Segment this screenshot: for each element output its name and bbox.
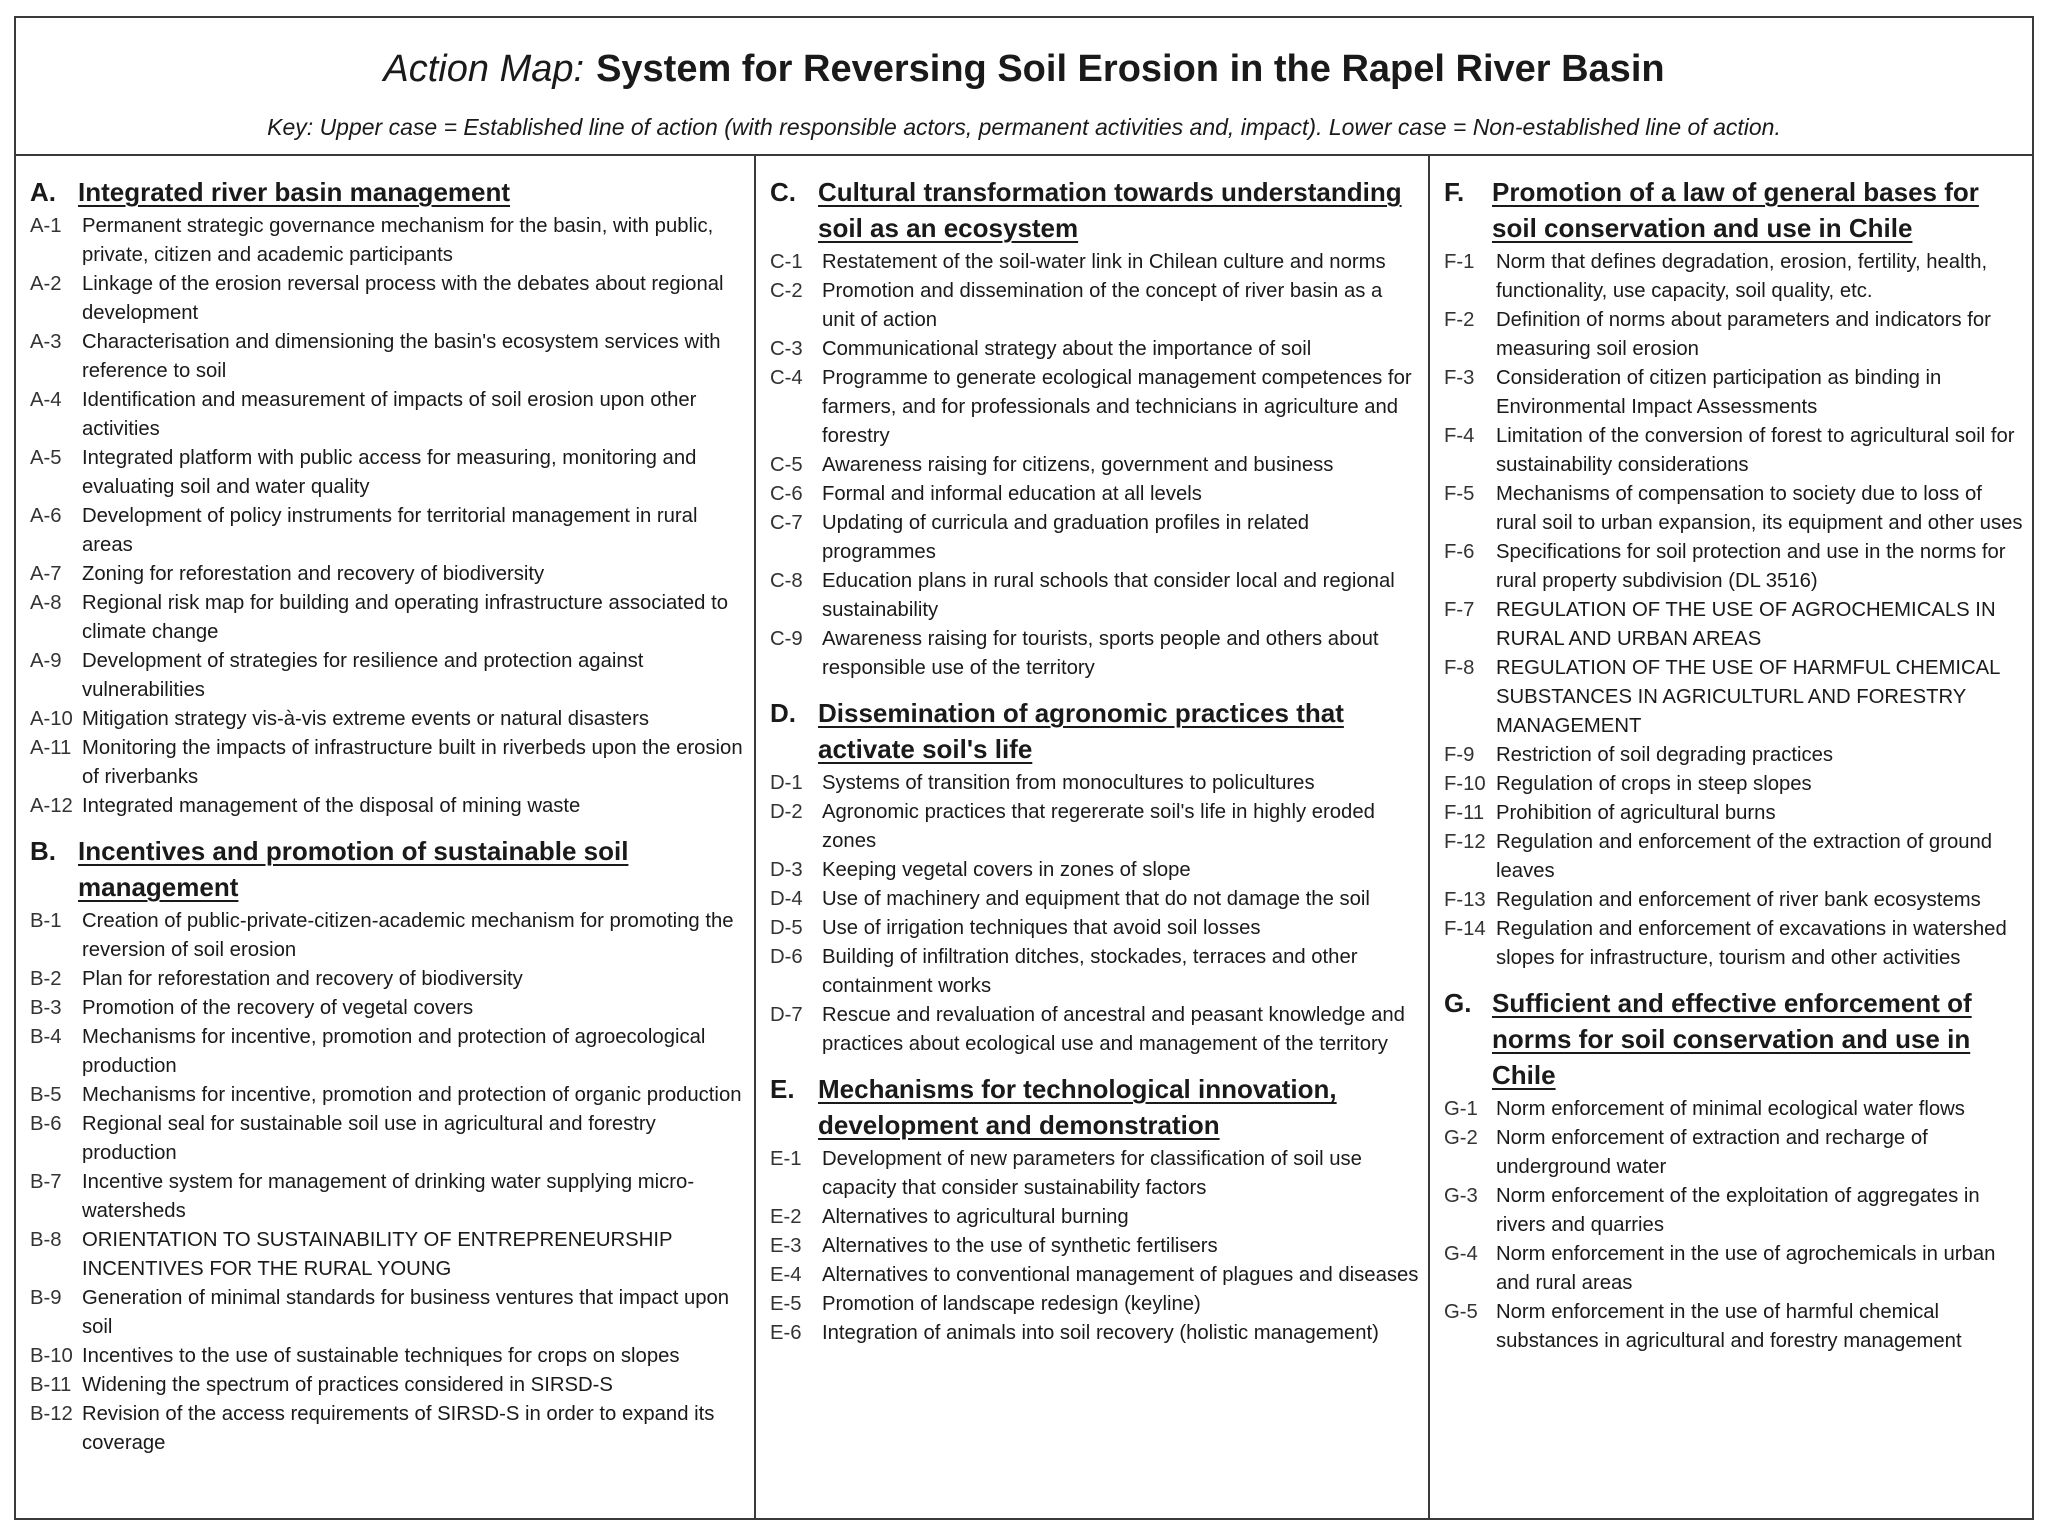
item-text: Revision of the access requirements of SIRSD-S in order to expand its coverage <box>82 1403 715 1454</box>
key-legend: Key: Upper case = Established line of action (with responsible actors, permanent activities and, impact). Lower case = Non-established line of action. <box>267 114 1781 140</box>
item-code: A-6 <box>30 505 62 527</box>
item-code: G-3 <box>1444 1185 1478 1207</box>
list-item <box>1444 248 2028 306</box>
list-item <box>30 647 746 705</box>
item-code: B-4 <box>30 1026 62 1048</box>
item-text: Norm enforcement in the use of agrochemicals in urban and rural areas <box>1496 1243 1996 1294</box>
item-text: Building of infiltration ditches, stockades, terraces and other containment works <box>822 946 1358 997</box>
item-text: Communicational strategy about the importance of soil <box>822 338 1312 360</box>
list-item <box>770 914 1420 943</box>
list-item <box>1444 538 2028 596</box>
list-item <box>770 943 1420 1001</box>
item-text: ORIENTATION TO SUSTAINABILITY OF ENTREPRENEURSHIP INCENTIVES FOR THE RURAL YOUNG <box>82 1229 673 1280</box>
list-item <box>770 1261 1420 1290</box>
list-item <box>30 734 746 792</box>
list-item <box>770 769 1420 798</box>
list-item <box>770 1203 1420 1232</box>
item-code: D-4 <box>770 888 803 910</box>
list-item <box>30 589 746 647</box>
item-code: E-4 <box>770 1264 802 1286</box>
item-text: Limitation of the conversion of forest to agricultural soil for sustainability considerations <box>1496 425 2015 476</box>
item-code: E-5 <box>770 1293 802 1315</box>
list-item <box>770 1232 1420 1261</box>
item-code: B-2 <box>30 968 62 990</box>
section-heading <box>770 174 1420 246</box>
item-text: Regulation and enforcement of river bank ecosystems <box>1496 889 1981 911</box>
item-code: A-10 <box>30 708 73 730</box>
item-code: F-2 <box>1444 309 1475 331</box>
item-text: Development of new parameters for classification of soil use capacity that consider sustainability factors <box>822 1148 1362 1199</box>
item-code: B-5 <box>30 1084 62 1106</box>
item-code: F-5 <box>1444 483 1475 505</box>
item-text: Plan for reforestation and recovery of biodiversity <box>82 968 523 990</box>
section-heading <box>770 1071 1420 1143</box>
title-prefix: Action Map: <box>383 48 585 90</box>
item-text: Awareness raising for citizens, government and business <box>822 454 1334 476</box>
item-text: Regional risk map for building and operating infrastructure associated to climate change <box>82 592 728 643</box>
section-title: Cultural transformation towards understanding soil as an ecosystem <box>818 177 1402 243</box>
item-text: Development of policy instruments for territorial management in rural areas <box>82 505 698 556</box>
item-code: F-4 <box>1444 425 1475 447</box>
item-code: G-4 <box>1444 1243 1478 1265</box>
item-text: Alternatives to agricultural burning <box>822 1206 1129 1228</box>
title-main: System for Reversing Soil Erosion in the Rapel River Basin <box>596 48 1665 90</box>
list-item <box>30 1371 746 1400</box>
item-text: Norm that defines degradation, erosion, fertility, health, functionality, use capacity, soil quality, etc. <box>1496 251 1988 302</box>
item-text: Widening the spectrum of practices considered in SIRSD-S <box>82 1374 613 1396</box>
list-item <box>30 1284 746 1342</box>
list-item <box>30 792 746 821</box>
item-code: D-1 <box>770 772 803 794</box>
column-2 <box>754 156 1428 1520</box>
list-item <box>770 1319 1420 1348</box>
section-a <box>30 174 746 821</box>
list-item <box>30 1342 746 1371</box>
section-title: Sufficient and effective enforcement of norms for soil conservation and use in Chile <box>1492 988 1972 1090</box>
list-item <box>1444 915 2028 973</box>
list-item <box>1444 1124 2028 1182</box>
item-text: Regulation of crops in steep slopes <box>1496 773 1812 795</box>
item-text: Permanent strategic governance mechanism for the basin, with public, private, citizen and academic participants <box>82 215 714 266</box>
list-item <box>770 885 1420 914</box>
item-code: E-1 <box>770 1148 802 1170</box>
section-letter: B. <box>30 836 56 866</box>
list-item <box>770 451 1420 480</box>
list-item <box>1444 596 2028 654</box>
section-heading <box>1444 985 2028 1093</box>
item-code: B-9 <box>30 1287 62 1309</box>
item-code: A-9 <box>30 650 62 672</box>
item-text: Regulation and enforcement of the extraction of ground leaves <box>1496 831 1993 882</box>
item-text: Formal and informal education at all levels <box>822 483 1202 505</box>
item-text: Characterisation and dimensioning the basin's ecosystem services with reference to soil <box>82 331 721 382</box>
section-heading <box>1444 174 2028 246</box>
item-code: G-2 <box>1444 1127 1478 1149</box>
item-code: E-6 <box>770 1322 802 1344</box>
item-text: Promotion of landscape redesign (keyline) <box>822 1293 1201 1315</box>
section-letter: G. <box>1444 988 1472 1018</box>
item-code: C-2 <box>770 280 803 302</box>
section-c <box>770 174 1420 683</box>
section-heading <box>770 695 1420 767</box>
item-text: Regional seal for sustainable soil use in agricultural and forestry production <box>82 1113 656 1164</box>
item-code: C-1 <box>770 251 803 273</box>
list-item <box>770 248 1420 277</box>
list-item <box>30 965 746 994</box>
section-title: Dissemination of agronomic practices that activate soil's life <box>818 698 1344 764</box>
list-item <box>1444 1298 2028 1356</box>
item-text: Incentive system for management of drinking water supplying micro-watersheds <box>82 1171 695 1222</box>
section-g <box>1444 985 2028 1356</box>
list-item <box>770 567 1420 625</box>
item-code: B-1 <box>30 910 62 932</box>
item-code: F-8 <box>1444 657 1475 679</box>
item-text: Keeping vegetal covers in zones of slope <box>822 859 1191 881</box>
item-code: C-8 <box>770 570 803 592</box>
item-text: REGULATION OF THE USE OF AGROCHEMICALS IN RURAL AND URBAN AREAS <box>1496 599 1996 650</box>
item-code: B-3 <box>30 997 62 1019</box>
list-item <box>1444 422 2028 480</box>
item-text: Incentives to the use of sustainable techniques for crops on slopes <box>82 1345 680 1367</box>
item-code: F-7 <box>1444 599 1475 621</box>
item-code: B-12 <box>30 1403 73 1425</box>
action-map-frame <box>14 16 2034 1520</box>
item-code: D-3 <box>770 859 803 881</box>
item-text: Alternatives to the use of synthetic fertilisers <box>822 1235 1218 1257</box>
list-item <box>1444 1240 2028 1298</box>
list-item <box>30 328 746 386</box>
item-code: F-9 <box>1444 744 1475 766</box>
list-item <box>770 509 1420 567</box>
list-item <box>770 625 1420 683</box>
list-item <box>770 1145 1420 1203</box>
item-code: D-6 <box>770 946 803 968</box>
list-item <box>30 444 746 502</box>
list-item <box>1444 770 2028 799</box>
item-text: Specifications for soil protection and use in the norms for rural property subdivision (DL 3516) <box>1496 541 2006 592</box>
item-code: B-6 <box>30 1113 62 1135</box>
list-item <box>30 270 746 328</box>
item-code: F-1 <box>1444 251 1475 273</box>
list-item <box>1444 1182 2028 1240</box>
section-title: Promotion of a law of general bases for soil conservation and use in Chile <box>1492 177 1979 243</box>
section-title: Incentives and promotion of sustainable soil management <box>78 836 629 902</box>
item-text: Mechanisms for incentive, promotion and protection of organic production <box>82 1084 742 1106</box>
item-text: Mitigation strategy vis-à-vis extreme events or natural disasters <box>82 708 649 730</box>
item-text: Creation of public-private-citizen-academic mechanism for promoting the reversion of soil erosion <box>82 910 734 961</box>
item-code: A-12 <box>30 795 73 817</box>
list-item <box>1444 828 2028 886</box>
section-letter: F. <box>1444 177 1465 207</box>
item-text: Norm enforcement of the exploitation of aggregates in rivers and quarries <box>1496 1185 1980 1236</box>
column-1 <box>16 156 754 1520</box>
item-code: B-7 <box>30 1171 62 1193</box>
item-code: F-12 <box>1444 831 1486 853</box>
list-item <box>1444 1095 2028 1124</box>
section-letter: D. <box>770 698 796 728</box>
item-code: B-8 <box>30 1229 62 1251</box>
item-code: F-11 <box>1444 802 1485 824</box>
item-text: Norm enforcement in the use of harmful chemical substances in agricultural and forestry management <box>1496 1301 1962 1352</box>
item-code: C-3 <box>770 338 803 360</box>
item-text: Regulation and enforcement of excavations in watershed slopes for infrastructure, tourism and other activities <box>1496 918 2007 969</box>
item-code: E-3 <box>770 1235 802 1257</box>
item-code: C-4 <box>770 367 803 389</box>
list-item <box>30 1400 746 1458</box>
item-text: Consideration of citizen participation as binding in Environmental Impact Assessments <box>1496 367 1942 418</box>
item-code: G-1 <box>1444 1098 1478 1120</box>
page-title <box>16 46 2032 92</box>
item-code: A-3 <box>30 331 62 353</box>
item-text: Education plans in rural schools that consider local and regional sustainability <box>822 570 1395 621</box>
list-item <box>30 1081 746 1110</box>
item-text: Restriction of soil degrading practices <box>1496 744 1834 766</box>
item-text: Alternatives to conventional management of plagues and diseases <box>822 1264 1419 1286</box>
item-text: Systems of transition from monocultures to policultures <box>822 772 1315 794</box>
item-text: Use of machinery and equipment that do not damage the soil <box>822 888 1370 910</box>
columns <box>16 156 2032 1520</box>
item-code: A-11 <box>30 737 72 759</box>
section-letter: C. <box>770 177 796 207</box>
item-text: Mechanisms for incentive, promotion and protection of agroecological production <box>82 1026 706 1077</box>
list-item <box>30 1110 746 1168</box>
item-text: Promotion of the recovery of vegetal covers <box>82 997 474 1019</box>
item-text: Agronomic practices that regererate soil's life in highly eroded zones <box>822 801 1375 852</box>
item-text: Identification and measurement of impacts of soil erosion upon other activities <box>82 389 697 440</box>
section-heading <box>30 174 746 210</box>
item-text: REGULATION OF THE USE OF HARMFUL CHEMICAL SUBSTANCES IN AGRICULTURL AND FORESTRY MANAGEMENT <box>1496 657 2000 737</box>
list-item <box>30 907 746 965</box>
section-heading <box>30 833 746 905</box>
item-code: D-5 <box>770 917 803 939</box>
list-item <box>30 1023 746 1081</box>
item-code: C-9 <box>770 628 803 650</box>
list-item <box>30 1168 746 1226</box>
item-code: C-6 <box>770 483 803 505</box>
list-item <box>30 386 746 444</box>
item-text: Definition of norms about parameters and indicators for measuring soil erosion <box>1496 309 1991 360</box>
item-code: C-7 <box>770 512 803 534</box>
item-code: F-10 <box>1444 773 1486 795</box>
list-item <box>1444 741 2028 770</box>
list-item <box>1444 799 2028 828</box>
list-item <box>770 335 1420 364</box>
item-text: Generation of minimal standards for business ventures that impact upon soil <box>82 1287 730 1338</box>
item-code: B-10 <box>30 1345 73 1367</box>
list-item <box>30 212 746 270</box>
list-item <box>1444 364 2028 422</box>
item-code: F-6 <box>1444 541 1475 563</box>
item-text: Integration of animals into soil recovery (holistic management) <box>822 1322 1379 1344</box>
item-text: Programme to generate ecological management competences for farmers, and for professionals and technicians in agriculture and forestry <box>822 367 1412 447</box>
item-text: Restatement of the soil-water link in Chilean culture and norms <box>822 251 1386 273</box>
list-item <box>30 705 746 734</box>
item-code: F-13 <box>1444 889 1486 911</box>
item-code: E-2 <box>770 1206 802 1228</box>
item-text: Zoning for reforestation and recovery of biodiversity <box>82 563 545 585</box>
list-item <box>770 798 1420 856</box>
item-text: Linkage of the erosion reversal process with the debates about regional development <box>82 273 724 324</box>
list-item <box>770 364 1420 451</box>
item-text: Use of irrigation techniques that avoid soil losses <box>822 917 1261 939</box>
item-code: C-5 <box>770 454 803 476</box>
item-code: B-11 <box>30 1374 72 1396</box>
item-code: A-8 <box>30 592 62 614</box>
list-item <box>1444 306 2028 364</box>
list-item <box>30 560 746 589</box>
list-item <box>30 502 746 560</box>
column-3 <box>1428 156 2034 1520</box>
item-text: Development of strategies for resilience and protection against vulnerabilities <box>82 650 644 701</box>
list-item <box>770 1001 1420 1059</box>
item-code: D-7 <box>770 1004 803 1026</box>
section-letter: E. <box>770 1074 795 1104</box>
item-code: G-5 <box>1444 1301 1478 1323</box>
section-b <box>30 833 746 1458</box>
section-title: Integrated river basin management <box>78 177 511 207</box>
item-code: A-7 <box>30 563 62 585</box>
item-text: Rescue and revaluation of ancestral and peasant knowledge and practices about ecological use and management of the territory <box>822 1004 1405 1055</box>
item-code: A-4 <box>30 389 62 411</box>
item-code: D-2 <box>770 801 803 823</box>
item-code: F-14 <box>1444 918 1486 940</box>
item-code: A-5 <box>30 447 62 469</box>
item-text: Norm enforcement of minimal ecological water flows <box>1496 1098 1965 1120</box>
list-item <box>1444 654 2028 741</box>
item-text: Promotion and dissemination of the concept of river basin as a unit of action <box>822 280 1383 331</box>
section-d <box>770 695 1420 1059</box>
section-letter: A. <box>30 177 56 207</box>
section-f <box>1444 174 2028 973</box>
item-text: Integrated platform with public access for measuring, monitoring and evaluating soil and water quality <box>82 447 697 498</box>
list-item <box>770 856 1420 885</box>
item-text: Prohibition of agricultural burns <box>1496 802 1776 824</box>
item-text: Mechanisms of compensation to society due to loss of rural soil to urban expansion, its equipment and other uses <box>1496 483 2023 534</box>
item-text: Awareness raising for tourists, sports people and others about responsible use of the territory <box>822 628 1379 679</box>
item-text: Updating of curricula and graduation profiles in related programmes <box>822 512 1310 563</box>
item-text: Monitoring the impacts of infrastructure built in riverbeds upon the erosion of riverbanks <box>82 737 743 788</box>
list-item <box>30 994 746 1023</box>
item-code: A-2 <box>30 273 62 295</box>
item-text: Norm enforcement of extraction and recharge of underground water <box>1496 1127 1928 1178</box>
list-item <box>770 480 1420 509</box>
list-item <box>30 1226 746 1284</box>
item-code: A-1 <box>30 215 62 237</box>
item-text: Integrated management of the disposal of mining waste <box>82 795 581 817</box>
header <box>16 18 2032 156</box>
list-item <box>770 1290 1420 1319</box>
section-e <box>770 1071 1420 1348</box>
list-item <box>770 277 1420 335</box>
list-item <box>1444 886 2028 915</box>
section-title: Mechanisms for technological innovation, development and demonstration <box>818 1074 1337 1140</box>
item-code: F-3 <box>1444 367 1475 389</box>
list-item <box>1444 480 2028 538</box>
